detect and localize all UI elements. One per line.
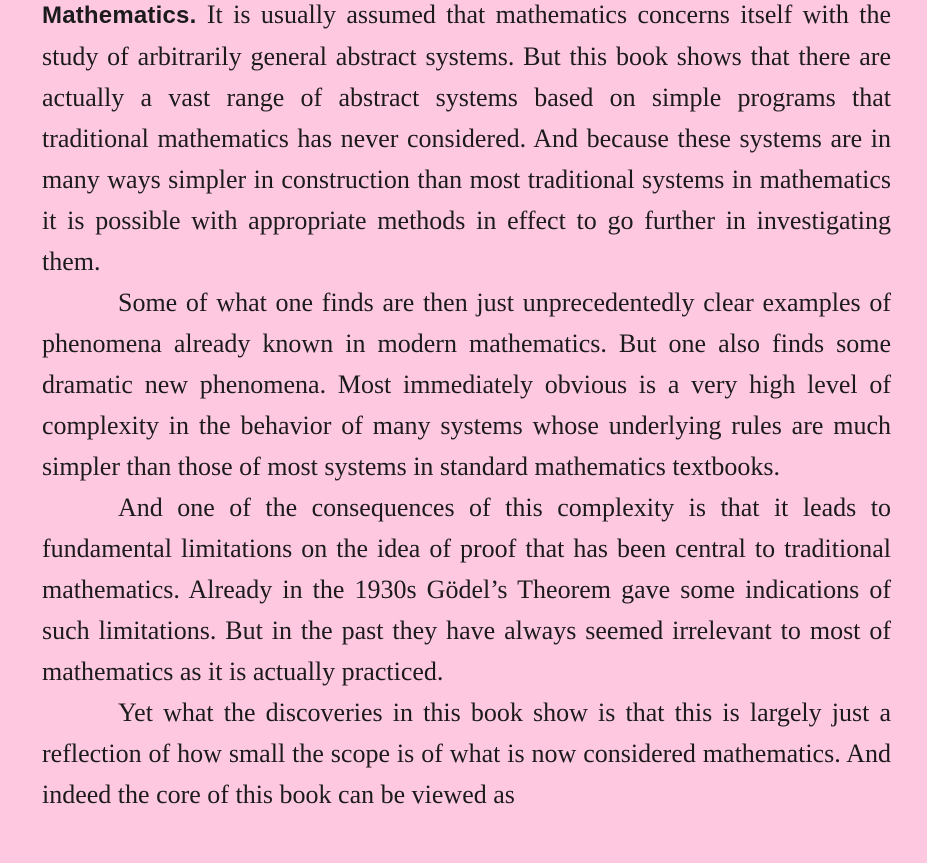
paragraph-1 bbox=[42, 0, 891, 282]
paragraph-1-text: It is usually assumed that mathematics concerns itself with the study of arbitrarily general abstract systems. But this book shows that there are actually a vast range of abstract systems based on simple programs that traditional mathematics has never considered. And because these systems are in many ways simpler in construction than most traditional systems in mathematics it is possible with appropriate methods in effect to go further in investigating them. bbox=[42, 0, 892, 276]
paragraph-2: Some of what one finds are then just unprecedentedly clear examples of phenomena already known in modern mathematics. But one also finds some dramatic new phenomena. Most immediately obvious is a very high level of complexity in the behavior of many systems whose underlying rules are much simpler than those of most systems in standard mathematics textbooks. bbox=[42, 288, 891, 481]
section-heading: Mathematics. bbox=[42, 2, 197, 29]
mathematics-section bbox=[42, 0, 891, 815]
paragraph-3: And one of the consequences of this complexity is that it leads to fundamental limitations on the idea of proof that has been central to traditional mathematics. Already in the 1930s Gödel’s Theorem gave some indications of such limitations. But in the past they have always seemed irrelevant to most of mathematics as it is actually practiced. bbox=[42, 493, 891, 686]
paragraph-4: Yet what the discoveries in this book show is that this is largely just a reflection of how small the scope is of what is now considered mathematics. And indeed the core of this book can be viewed as bbox=[42, 698, 891, 809]
